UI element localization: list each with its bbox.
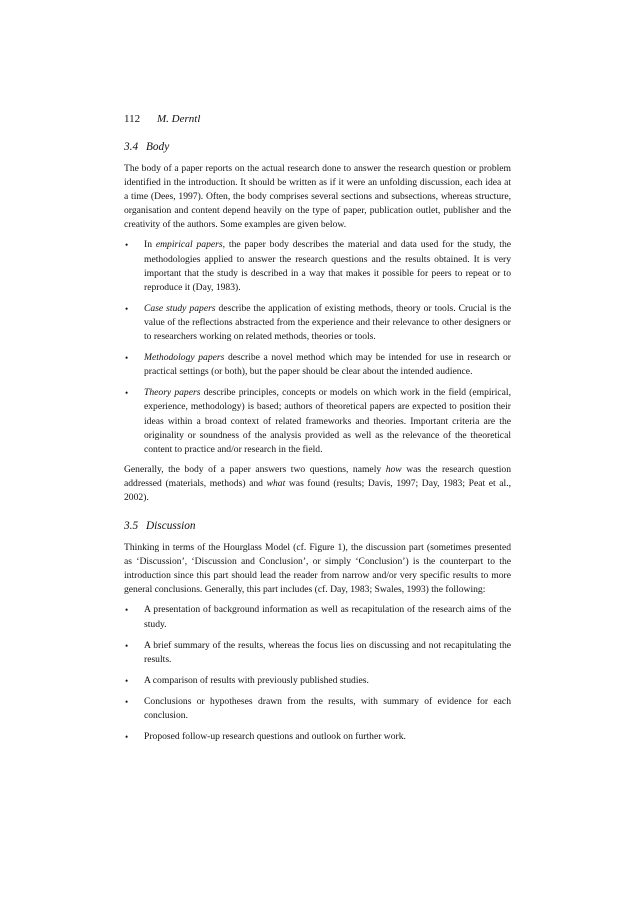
discussion-intro-paragraph: Thinking in terms of the Hourglass Model (cf. Figure 1), the discussion part (sometimes presented as ‘Discussion’, ‘Discussion and Conclusion’, or simply ‘Conclusion’) is the counterpart to the introduction since this part should lead the reader from narrow and/or very specific results to more general conclusions. Generally, this part includes (cf. Day, 1983; Swales, 1993) the following: <box>124 542 511 596</box>
list-item <box>124 639 511 667</box>
item-text: describe the application of existing methods, theory or tools. Crucial is the value of the reflections abstracted from the experience and their relevance to other designers or to researchers working on related methods, theories or tools. <box>144 302 511 343</box>
section-number: 3.4 <box>124 141 139 153</box>
item-text: A presentation of background information as well as recapitulation of the research aims of the study. <box>144 604 511 630</box>
bullet-icon: • <box>125 732 129 743</box>
section-heading-discussion <box>124 519 511 533</box>
bullet-icon: • <box>125 388 129 399</box>
list-item <box>124 603 511 631</box>
paper-page <box>124 112 511 751</box>
paper-types-list <box>124 238 511 456</box>
closing-part: was found (results; Davis, 1997; Day, 1983; Peat et al., 2002). <box>124 477 511 503</box>
item-text: A brief summary of the results, whereas the focus lies on discussing and not recapitulating the results. <box>144 639 511 665</box>
closing-part: was the research question addressed (materials, methods) and <box>124 463 511 489</box>
item-text: Conclusions or hypotheses drawn from the results, with summary of evidence for each conclusion. <box>144 695 511 721</box>
section-heading-body <box>124 140 511 154</box>
list-item <box>124 302 511 344</box>
bullet-icon: • <box>125 640 129 651</box>
bullet-icon: • <box>125 240 129 251</box>
item-term: empirical papers <box>155 239 223 251</box>
bullet-icon: • <box>125 303 129 314</box>
body-closing-paragraph <box>124 463 511 505</box>
discussion-items-list <box>124 603 511 744</box>
bullet-icon: • <box>125 675 129 686</box>
item-text: A comparison of results with previously published studies. <box>144 674 369 686</box>
item-term: Theory papers <box>144 387 201 399</box>
running-head <box>124 112 511 126</box>
section-title: Body <box>146 141 170 153</box>
item-text: Proposed follow-up research questions and outlook on further work. <box>144 731 406 743</box>
body-intro-paragraph: The body of a paper reports on the actual research done to answer the research question or problem identified in the introduction. It should be written as if it were an unfolding discussion, each idea at a time (Dees, 1997). Often, the body comprises several sections and subsections, whereas structure, organisation and content depend heavily on the type of paper, publication outlet, publisher and the creativity of the authors. Some examples are given below. <box>124 163 511 231</box>
item-text: describe principles, concepts or models on which work in the field (empirical, experience, methodology) is based; authors of theoretical papers are expected to position their ideas within a broad context of related frameworks and theories. Important criteria are the originality or soundness of the analysis provided as well as the relevance of the theoretical content to practice and/or research in the field. <box>144 387 511 455</box>
list-item <box>124 730 511 744</box>
bullet-icon: • <box>125 353 129 364</box>
closing-how: how <box>385 463 402 475</box>
item-text: describe a novel method which may be intended for use in research or practical settings (or both), but the paper should be clear about the intended audience. <box>144 352 511 378</box>
closing-what: what <box>266 477 286 489</box>
author-name: M. Derntl <box>157 113 201 125</box>
bullet-icon: • <box>125 605 129 616</box>
page-number: 112 <box>124 113 141 125</box>
closing-part: Generally, the body of a paper answers two questions, namely <box>124 463 386 475</box>
section-title: Discussion <box>146 520 196 533</box>
item-term: Methodology papers <box>144 352 225 364</box>
list-item <box>124 351 511 379</box>
item-text: , the paper body describes the material and data used for the study, the methodologies applied to answer the research questions and the results obtained. It is very important that the study is described in a way that makes it possible for peers to repeat or to reproduce it (Day, 1983). <box>144 239 512 293</box>
item-lead: In <box>144 239 156 251</box>
section-number: 3.5 <box>124 520 139 533</box>
list-item <box>124 674 511 688</box>
bullet-icon: • <box>125 696 129 707</box>
list-item <box>124 386 511 456</box>
item-term: Case study papers <box>144 302 216 314</box>
list-item <box>124 238 511 294</box>
list-item <box>124 695 511 723</box>
